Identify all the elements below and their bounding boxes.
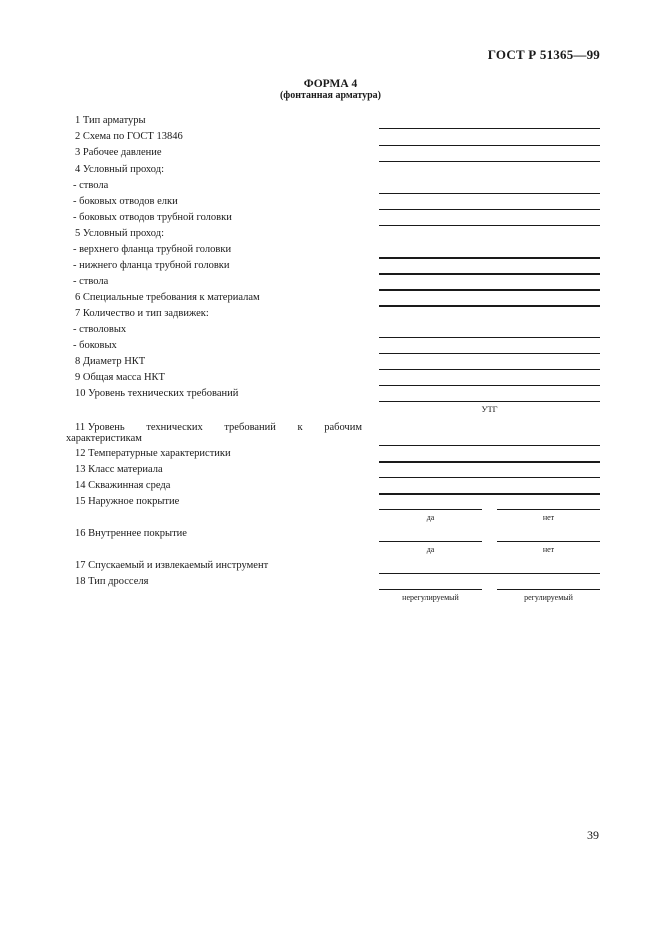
item-15-no-caption: нет	[542, 513, 555, 522]
item-5a-label: - верхнего фланца трубной головки	[73, 244, 232, 255]
utt-caption: УТГ	[481, 404, 498, 414]
item-4a-label: - ствола	[73, 180, 109, 191]
item-16-no-caption: нет	[542, 545, 555, 554]
item-14-field-line[interactable]	[379, 493, 600, 495]
item-7-label: 7 Количество и тип задвижек:	[75, 308, 209, 319]
item-2-label: 2 Схема по ГОСТ 13846	[75, 131, 183, 142]
item-9-field-line[interactable]	[379, 385, 600, 386]
item-6-field-line[interactable]	[379, 305, 600, 307]
page-number: 39	[587, 828, 599, 842]
item-5a-field-line[interactable]	[379, 257, 600, 259]
item-6-label: 6 Специальные требования к материалам	[75, 292, 260, 303]
item-16-label: 16 Внутреннее покрытие	[75, 528, 187, 539]
item-13-field-line[interactable]	[379, 477, 600, 478]
item-16-no-line[interactable]	[497, 541, 600, 542]
item-12-label: 12 Температурные характеристики	[75, 448, 231, 459]
item-1-label: 1 Тип арматуры	[75, 115, 146, 126]
item-5b-label: - нижнего фланца трубной головки	[73, 260, 230, 271]
item-5b-field-line[interactable]	[379, 273, 600, 275]
item-7b-label: - боковых	[73, 340, 117, 351]
item-15-label: 15 Наружное покрытие	[75, 496, 180, 507]
item-18-unregulated-caption: нерегулируемый	[402, 593, 459, 602]
item-18-regulated-line[interactable]	[497, 589, 600, 590]
item-5c-label: - ствола	[73, 276, 109, 287]
item-17-label: 17 Спускаемый и извлекаемый инструмент	[75, 560, 269, 571]
item-14-label: 14 Скважинная среда	[75, 480, 171, 491]
item-15-yes-line[interactable]	[379, 509, 482, 510]
item-18-regulated-caption: регулируемый	[524, 593, 573, 602]
item-2-field-line[interactable]	[379, 145, 600, 146]
item-8-field-line[interactable]	[379, 369, 600, 370]
item-4a-field-line[interactable]	[379, 193, 600, 194]
item-7a-field-line[interactable]	[379, 337, 600, 338]
item-18-unregulated-line[interactable]	[379, 589, 482, 590]
item-17-field-line[interactable]	[379, 573, 600, 574]
item-15-no-line[interactable]	[497, 509, 600, 510]
item-10-label: 10 Уровень технических требований	[75, 388, 239, 399]
item-1-field-line[interactable]	[379, 128, 600, 129]
item-4-label: 4 Условный проход:	[75, 164, 164, 175]
item-4c-field-line[interactable]	[379, 225, 600, 226]
form-title-main: ФОРМА 4	[303, 78, 358, 90]
document-code: ГОСТ Р 51365—99	[487, 47, 600, 62]
item-3-label: 3 Рабочее давление	[75, 147, 162, 158]
item-4c-label: - боковых отводов трубной головки	[73, 212, 232, 223]
item-4b-label: - боковых отводов елки	[73, 196, 178, 207]
item-7b-field-line[interactable]	[379, 353, 600, 354]
item-3-field-line[interactable]	[379, 161, 600, 162]
item-5-label: 5 Условный проход:	[75, 228, 164, 239]
item-7a-label: - стволовых	[73, 324, 127, 335]
item-8-label: 8 Диаметр НКТ	[75, 356, 146, 367]
item-16-yes-caption: да	[426, 545, 435, 554]
item-18-label: 18 Тип дросселя	[75, 576, 149, 587]
item-11-label: 11 Уровень технических требований к рабочим характеристикам	[66, 422, 362, 444]
item-16-yes-line[interactable]	[379, 541, 482, 542]
item-12-field-line[interactable]	[379, 461, 600, 463]
item-10-field-line[interactable]	[379, 401, 600, 402]
item-5c-field-line[interactable]	[379, 289, 600, 291]
item-11-field-line[interactable]	[379, 445, 600, 446]
item-9-label: 9 Общая масса НКТ	[75, 372, 165, 383]
form-title	[0, 79, 661, 101]
item-15-yes-caption: да	[426, 513, 435, 522]
form-title-sub: (фонтанная арматура)	[279, 90, 382, 101]
item-13-label: 13 Класс материала	[75, 464, 163, 475]
item-4b-field-line[interactable]	[379, 209, 600, 210]
